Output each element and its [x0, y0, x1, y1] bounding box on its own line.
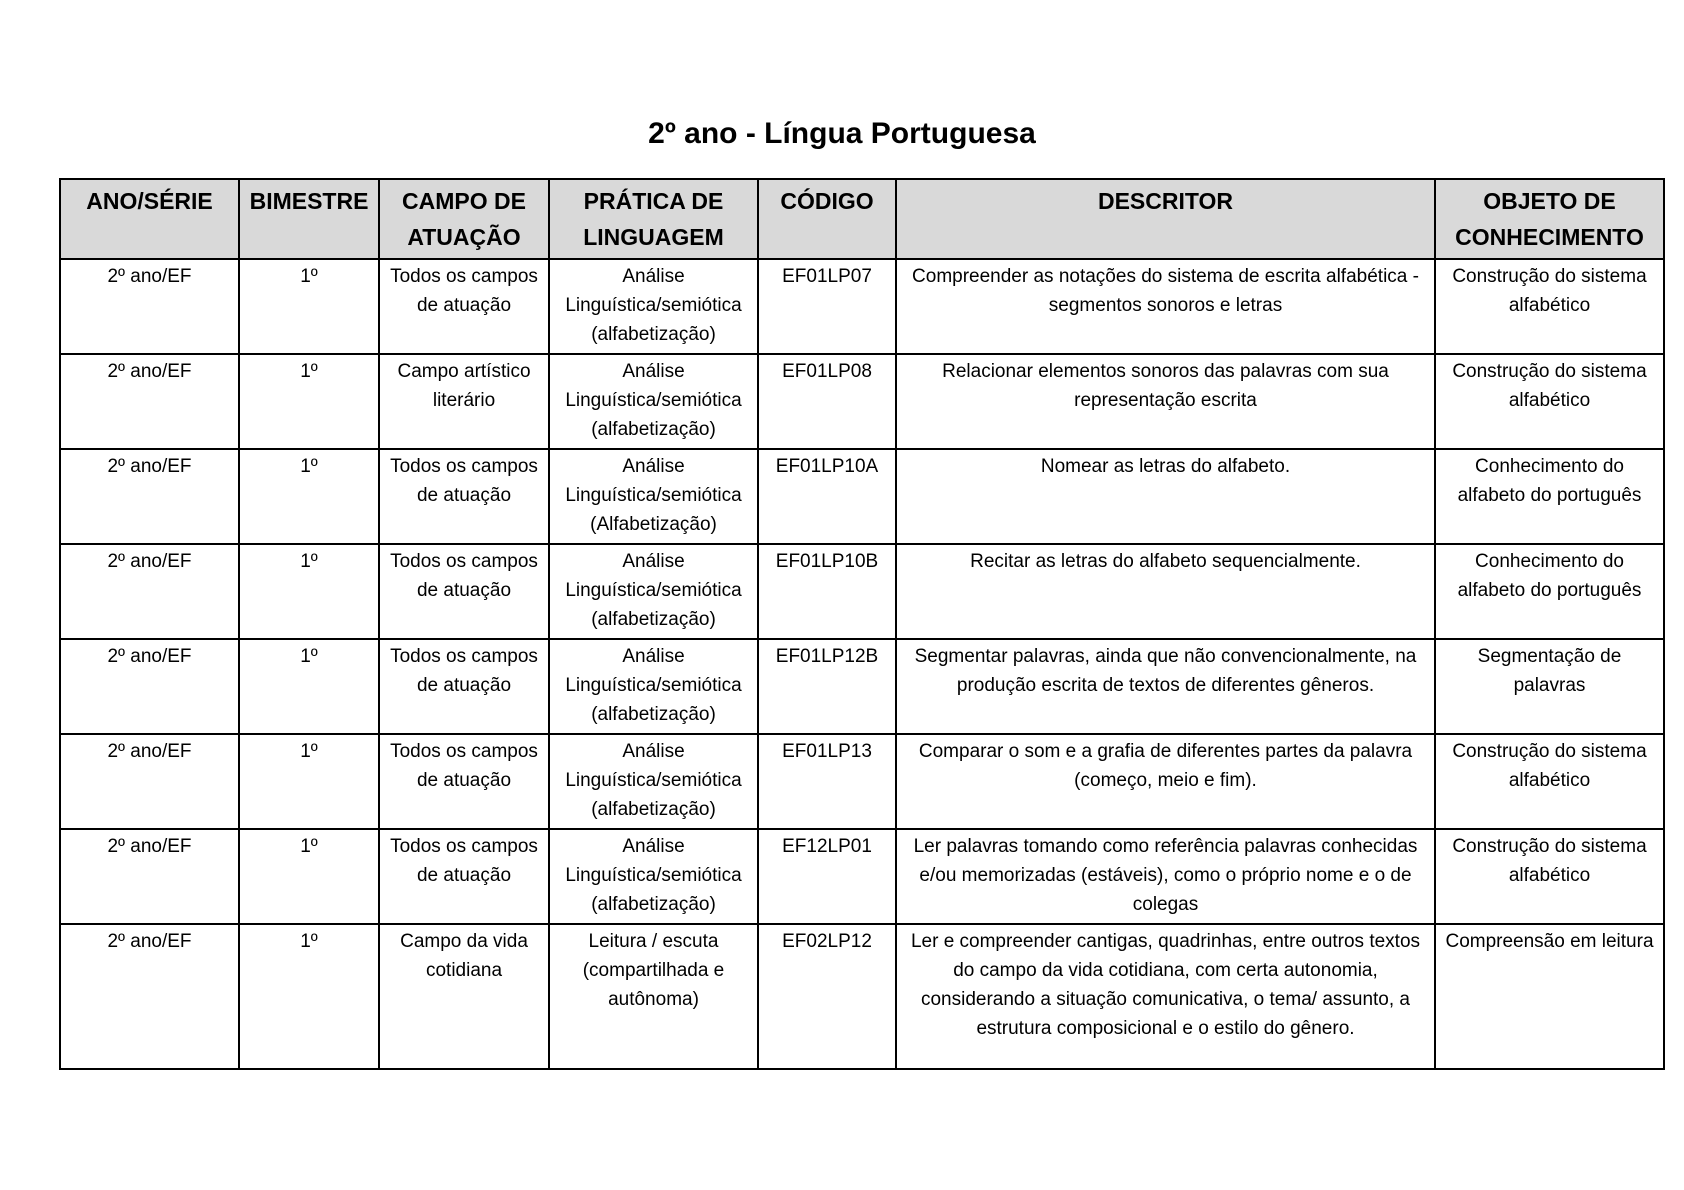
cell-campo-de-atuacao: Todos os campos de atuação [379, 639, 549, 734]
table-row [60, 734, 1664, 829]
cell-objeto-de-conhecimento: Construção do sistema alfabético [1435, 829, 1664, 924]
cell-descritor: Segmentar palavras, ainda que não convencionalmente, na produção escrita de textos de diferentes gêneros. [896, 639, 1435, 734]
cell-campo-de-atuacao: Todos os campos de atuação [379, 259, 549, 354]
cell-codigo: EF01LP10A [758, 449, 896, 544]
table-row [60, 259, 1664, 354]
table-row [60, 639, 1664, 734]
cell-bimestre: 1º [239, 259, 379, 354]
header-descritor: DESCRITOR [896, 179, 1435, 259]
cell-bimestre: 1º [239, 544, 379, 639]
cell-descritor: Comparar o som e a grafia de diferentes partes da palavra (começo, meio e fim). [896, 734, 1435, 829]
table-row [60, 449, 1664, 544]
cell-descritor: Ler palavras tomando como referência palavras conhecidas e/ou memorizadas (estáveis), como o próprio nome e o de colegas [896, 829, 1435, 924]
cell-codigo: EF01LP12B [758, 639, 896, 734]
cell-ano-serie: 2º ano/EF [60, 544, 239, 639]
table-row [60, 544, 1664, 639]
cell-campo-de-atuacao: Todos os campos de atuação [379, 449, 549, 544]
cell-campo-de-atuacao: Todos os campos de atuação [379, 829, 549, 924]
table-header [60, 179, 1664, 259]
header-ano-serie: ANO/SÉRIE [60, 179, 239, 259]
cell-campo-de-atuacao: Todos os campos de atuação [379, 734, 549, 829]
cell-descritor: Compreender as notações do sistema de escrita alfabética - segmentos sonoros e letras [896, 259, 1435, 354]
cell-bimestre: 1º [239, 829, 379, 924]
cell-objeto-de-conhecimento: Construção do sistema alfabético [1435, 354, 1664, 449]
cell-pratica-de-linguagem: Análise Linguística/semiótica (alfabetização) [549, 544, 758, 639]
cell-pratica-de-linguagem: Leitura / escuta (compartilhada e autônoma) [549, 924, 758, 1069]
cell-ano-serie: 2º ano/EF [60, 924, 239, 1069]
cell-descritor: Ler e compreender cantigas, quadrinhas, entre outros textos do campo da vida cotidiana, com certa autonomia, considerando a situação comunicativa, o tema/ assunto, a estrutura composicional e o estilo do gênero. [896, 924, 1435, 1069]
cell-objeto-de-conhecimento: Compreensão em leitura [1435, 924, 1664, 1069]
table-row [60, 354, 1664, 449]
cell-codigo: EF02LP12 [758, 924, 896, 1069]
table-row [60, 829, 1664, 924]
cell-campo-de-atuacao: Campo da vida cotidiana [379, 924, 549, 1069]
cell-campo-de-atuacao: Campo artístico literário [379, 354, 549, 449]
cell-pratica-de-linguagem: Análise Linguística/semiótica (alfabetização) [549, 639, 758, 734]
header-objeto-de-conhecimento: OBJETO DE CONHECIMENTO [1435, 179, 1664, 259]
cell-bimestre: 1º [239, 354, 379, 449]
cell-objeto-de-conhecimento: Conhecimento do alfabeto do português [1435, 449, 1664, 544]
cell-codigo: EF01LP07 [758, 259, 896, 354]
cell-descritor: Nomear as letras do alfabeto. [896, 449, 1435, 544]
header-codigo: CÓDIGO [758, 179, 896, 259]
cell-campo-de-atuacao: Todos os campos de atuação [379, 544, 549, 639]
cell-descritor: Relacionar elementos sonoros das palavras com sua representação escrita [896, 354, 1435, 449]
cell-objeto-de-conhecimento: Construção do sistema alfabético [1435, 259, 1664, 354]
curriculum-table [59, 178, 1665, 1070]
cell-codigo: EF01LP13 [758, 734, 896, 829]
cell-codigo: EF01LP10B [758, 544, 896, 639]
cell-ano-serie: 2º ano/EF [60, 829, 239, 924]
cell-pratica-de-linguagem: Análise Linguística/semiótica (alfabetização) [549, 259, 758, 354]
cell-bimestre: 1º [239, 734, 379, 829]
cell-bimestre: 1º [239, 449, 379, 544]
cell-ano-serie: 2º ano/EF [60, 354, 239, 449]
header-pratica-de-linguagem: PRÁTICA DE LINGUAGEM [549, 179, 758, 259]
cell-ano-serie: 2º ano/EF [60, 639, 239, 734]
header-bimestre: BIMESTRE [239, 179, 379, 259]
cell-pratica-de-linguagem: Análise Linguística/semiótica (alfabetização) [549, 829, 758, 924]
cell-bimestre: 1º [239, 639, 379, 734]
table-body [60, 259, 1664, 1069]
header-campo-de-atuacao: CAMPO DE ATUAÇÃO [379, 179, 549, 259]
table-row [60, 924, 1664, 1069]
cell-descritor: Recitar as letras do alfabeto sequencialmente. [896, 544, 1435, 639]
cell-bimestre: 1º [239, 924, 379, 1069]
cell-codigo: EF12LP01 [758, 829, 896, 924]
cell-pratica-de-linguagem: Análise Linguística/semiótica (Alfabetização) [549, 449, 758, 544]
page-title: 2º ano - Língua Portuguesa [648, 117, 1036, 150]
cell-ano-serie: 2º ano/EF [60, 734, 239, 829]
cell-ano-serie: 2º ano/EF [60, 259, 239, 354]
cell-codigo: EF01LP08 [758, 354, 896, 449]
header-row [60, 179, 1664, 259]
cell-objeto-de-conhecimento: Construção do sistema alfabético [1435, 734, 1664, 829]
cell-pratica-de-linguagem: Análise Linguística/semiótica (alfabetização) [549, 734, 758, 829]
cell-pratica-de-linguagem: Análise Linguística/semiótica (alfabetização) [549, 354, 758, 449]
cell-objeto-de-conhecimento: Conhecimento do alfabeto do português [1435, 544, 1664, 639]
cell-objeto-de-conhecimento: Segmentação de palavras [1435, 639, 1664, 734]
cell-ano-serie: 2º ano/EF [60, 449, 239, 544]
